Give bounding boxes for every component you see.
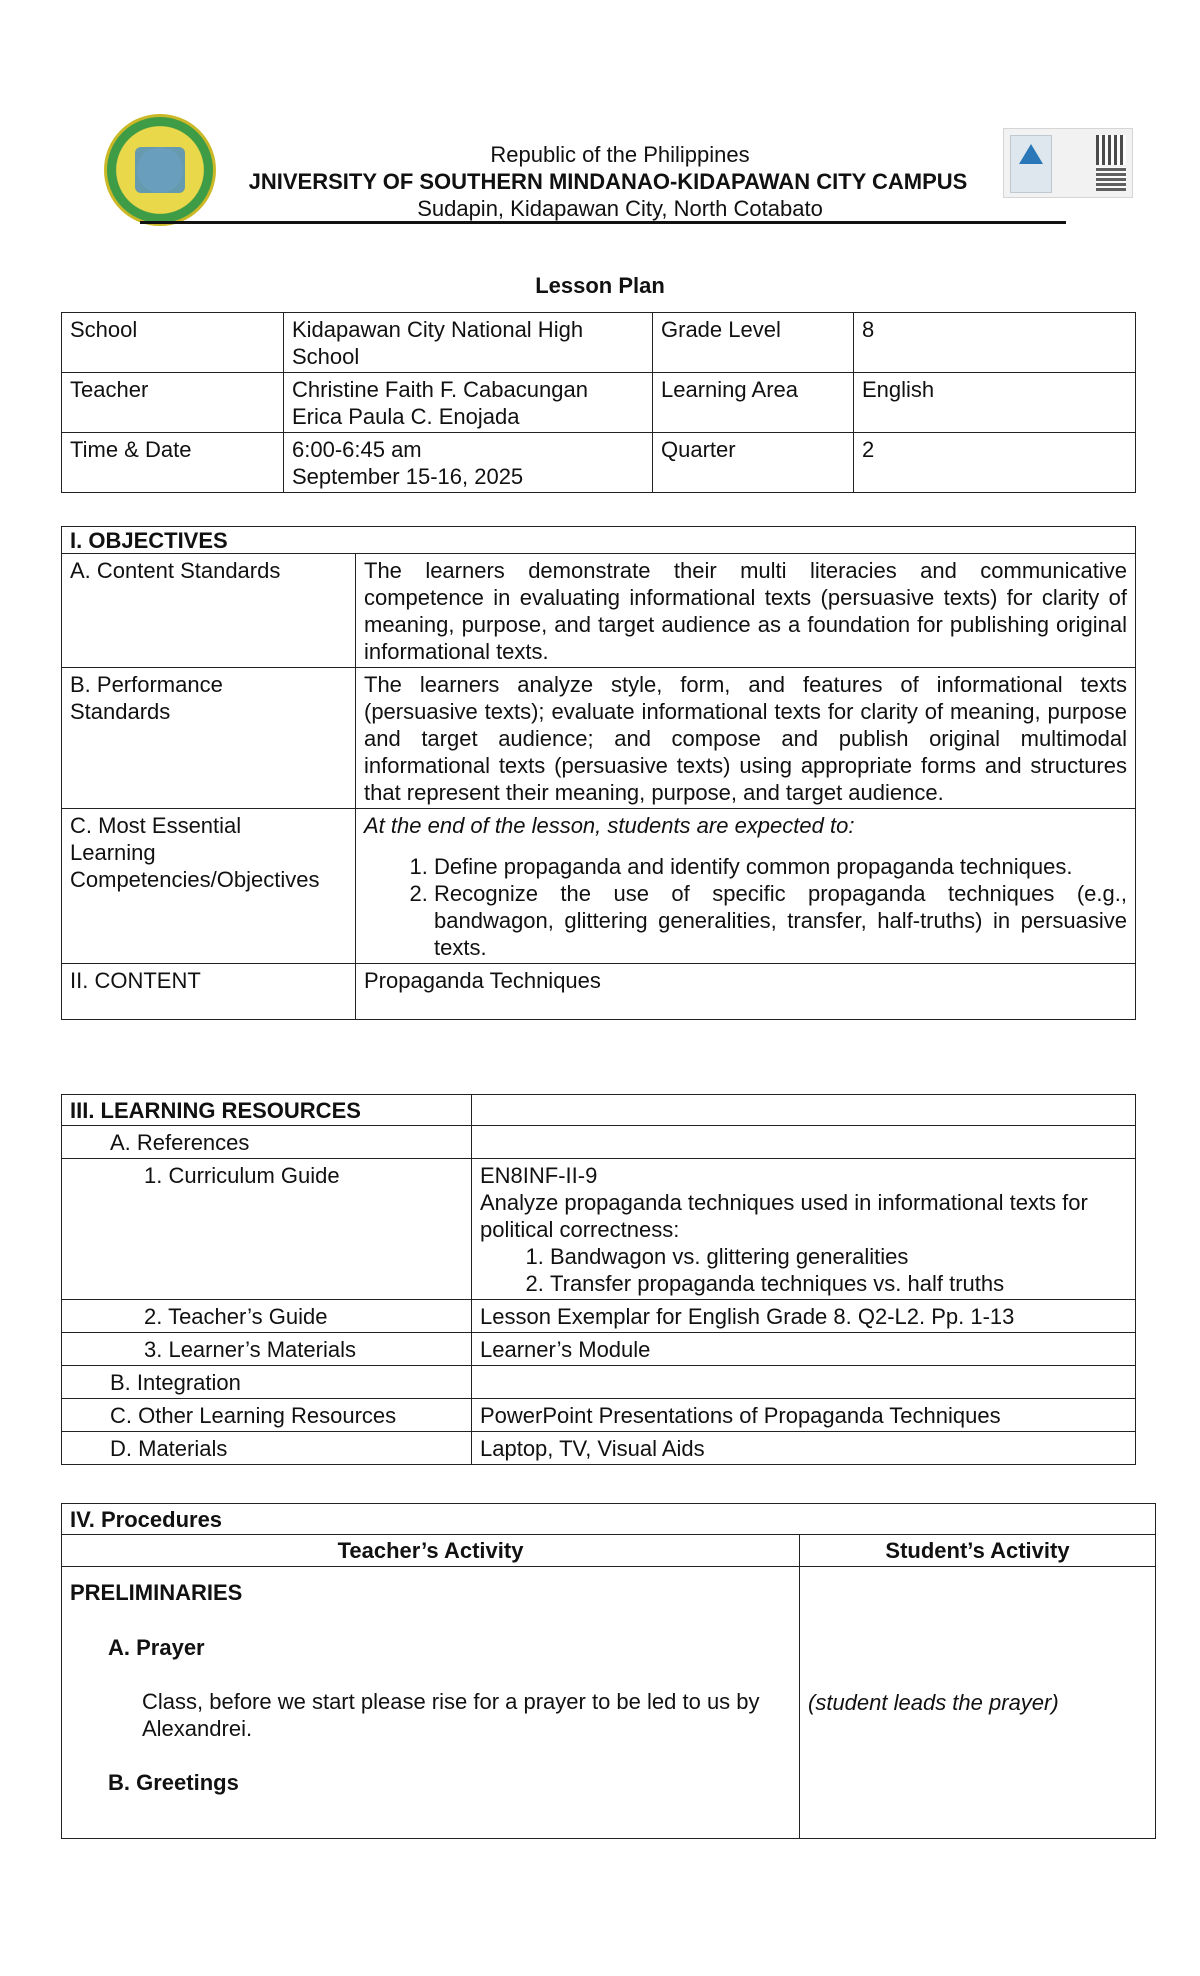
preliminaries-heading: PRELIMINARIES [70, 1580, 243, 1605]
curriculum-guide-item-2: 2. Transfer propaganda techniques vs. half truths [550, 1270, 1127, 1297]
content-standards-label: A. Content Standards [62, 554, 356, 668]
school-value: Kidapawan City National High School [284, 313, 653, 373]
teacher-value [284, 373, 653, 433]
resources-heading-blank [472, 1095, 1136, 1126]
time-date-label: Time & Date [62, 433, 284, 493]
learners-materials-label: 3. Learner’s Materials [62, 1333, 472, 1366]
curriculum-guide-label: 1. Curriculum Guide [62, 1159, 472, 1300]
teacher-activity-header: Teacher’s Activity [62, 1535, 800, 1567]
page-title: Lesson Plan [535, 273, 665, 298]
procedures-table [61, 1503, 1156, 1839]
teacher-name-2: Erica Paula C. Enojada [292, 404, 520, 429]
campus-address: Sudapin, Kidapawan City, North Cotabato [417, 196, 823, 221]
learning-area-label: Learning Area [653, 373, 854, 433]
integration-blank [472, 1366, 1136, 1399]
quarter-label: Quarter [653, 433, 854, 493]
performance-standards-text: The learners analyze style, form, and features of informational texts (persuasive texts); evaluate informational texts for clarity of meaning, purpose and target audience; and compose and publish original multimodal informational texts (persuasive texts) using appropriate forms and structures that represent their meaning, purpose, and target audience. [356, 668, 1136, 809]
melc-label-line-1: C. Most Essential [70, 813, 242, 838]
learning-resources-table [61, 1094, 1136, 1465]
curriculum-guide-item-1: 1. Bandwagon vs. glittering generalities [550, 1243, 1127, 1270]
content-standards-text: The learners demonstrate their multi literacies and communicative competence in evaluating informational texts (persuasive texts) for clarity of meaning, purpose, and target audience as a foundation for publishing original informational texts. [356, 554, 1136, 668]
qr-code-icon [1096, 135, 1126, 165]
curriculum-guide-description: Analyze propaganda techniques used in informational texts for political correctness: [480, 1190, 1088, 1242]
melc-label [62, 809, 356, 964]
prayer-student-response: (student leads the prayer) [808, 1690, 1059, 1715]
greetings-heading: B. Greetings [108, 1770, 239, 1795]
integration-label: B. Integration [62, 1366, 472, 1399]
grade-level-value: 8 [854, 313, 1136, 373]
melc-objectives-list [364, 853, 1127, 961]
date-value: September 15-16, 2025 [292, 464, 524, 489]
resources-heading: III. LEARNING RESOURCES [62, 1095, 472, 1126]
time-date-value [284, 433, 653, 493]
learning-area-value: English [854, 373, 1136, 433]
melc-label-line-3: Competencies/Objectives [70, 867, 320, 892]
performance-standards-label [62, 668, 356, 809]
header-divider [140, 221, 1066, 224]
content-topic: Propaganda Techniques [356, 964, 1136, 1020]
other-resources-value: PowerPoint Presentations of Propaganda Techniques [472, 1399, 1136, 1432]
content-heading: II. CONTENT [62, 964, 356, 1020]
prayer-heading: A. Prayer [108, 1635, 205, 1660]
student-activity-cell [800, 1567, 1156, 1839]
references-label: A. References [62, 1126, 472, 1159]
time-value: 6:00-6:45 am [292, 437, 422, 462]
melc-objective-1: 1. Define propaganda and identify common propaganda techniques. [434, 853, 1127, 880]
teacher-activity-cell [62, 1567, 800, 1839]
objectives-heading: I. OBJECTIVES [62, 527, 1136, 554]
objectives-table [61, 526, 1136, 1020]
teachers-guide-label: 2. Teacher’s Guide [62, 1300, 472, 1333]
procedures-heading: IV. Procedures [62, 1504, 1156, 1535]
performance-label-line-1: B. Performance [70, 672, 223, 697]
references-blank [472, 1126, 1136, 1159]
materials-value: Laptop, TV, Visual Aids [472, 1432, 1136, 1465]
teacher-label: Teacher [62, 373, 284, 433]
republic-line: Republic of the Philippines [490, 142, 750, 167]
melc-intro: At the end of the lesson, students are expected to: [364, 813, 855, 838]
materials-label: D. Materials [62, 1432, 472, 1465]
prayer-instruction: Class, before we start please rise for a prayer to be led to us by Alexandrei. [142, 1689, 760, 1741]
teacher-name-1: Christine Faith F. Cabacungan [292, 377, 588, 402]
melc-content [356, 809, 1136, 964]
quarter-value: 2 [854, 433, 1136, 493]
info-table [61, 312, 1136, 493]
melc-label-line-2: Learning [70, 840, 156, 865]
melc-objective-2: 2. Recognize the use of specific propaganda techniques (e.g., bandwagon, glittering generalities, transfer, half-truths) in persuasive texts. [434, 880, 1127, 961]
teachers-guide-value: Lesson Exemplar for English Grade 8. Q2-L2. Pp. 1-13 [472, 1300, 1136, 1333]
student-activity-header: Student’s Activity [800, 1535, 1156, 1567]
curriculum-guide-code: EN8INF-II-9 [480, 1163, 598, 1188]
grade-level-label: Grade Level [653, 313, 854, 373]
curriculum-guide-content [472, 1159, 1136, 1300]
university-name: JNIVERSITY OF SOUTHERN MINDANAO-KIDAPAWAN CITY CAMPUS [248, 169, 968, 194]
other-resources-label: C. Other Learning Resources [62, 1399, 472, 1432]
learners-materials-value: Learner’s Module [472, 1333, 1136, 1366]
curriculum-guide-list [480, 1243, 1127, 1297]
school-label: School [62, 313, 284, 373]
performance-label-line-2: Standards [70, 699, 171, 724]
